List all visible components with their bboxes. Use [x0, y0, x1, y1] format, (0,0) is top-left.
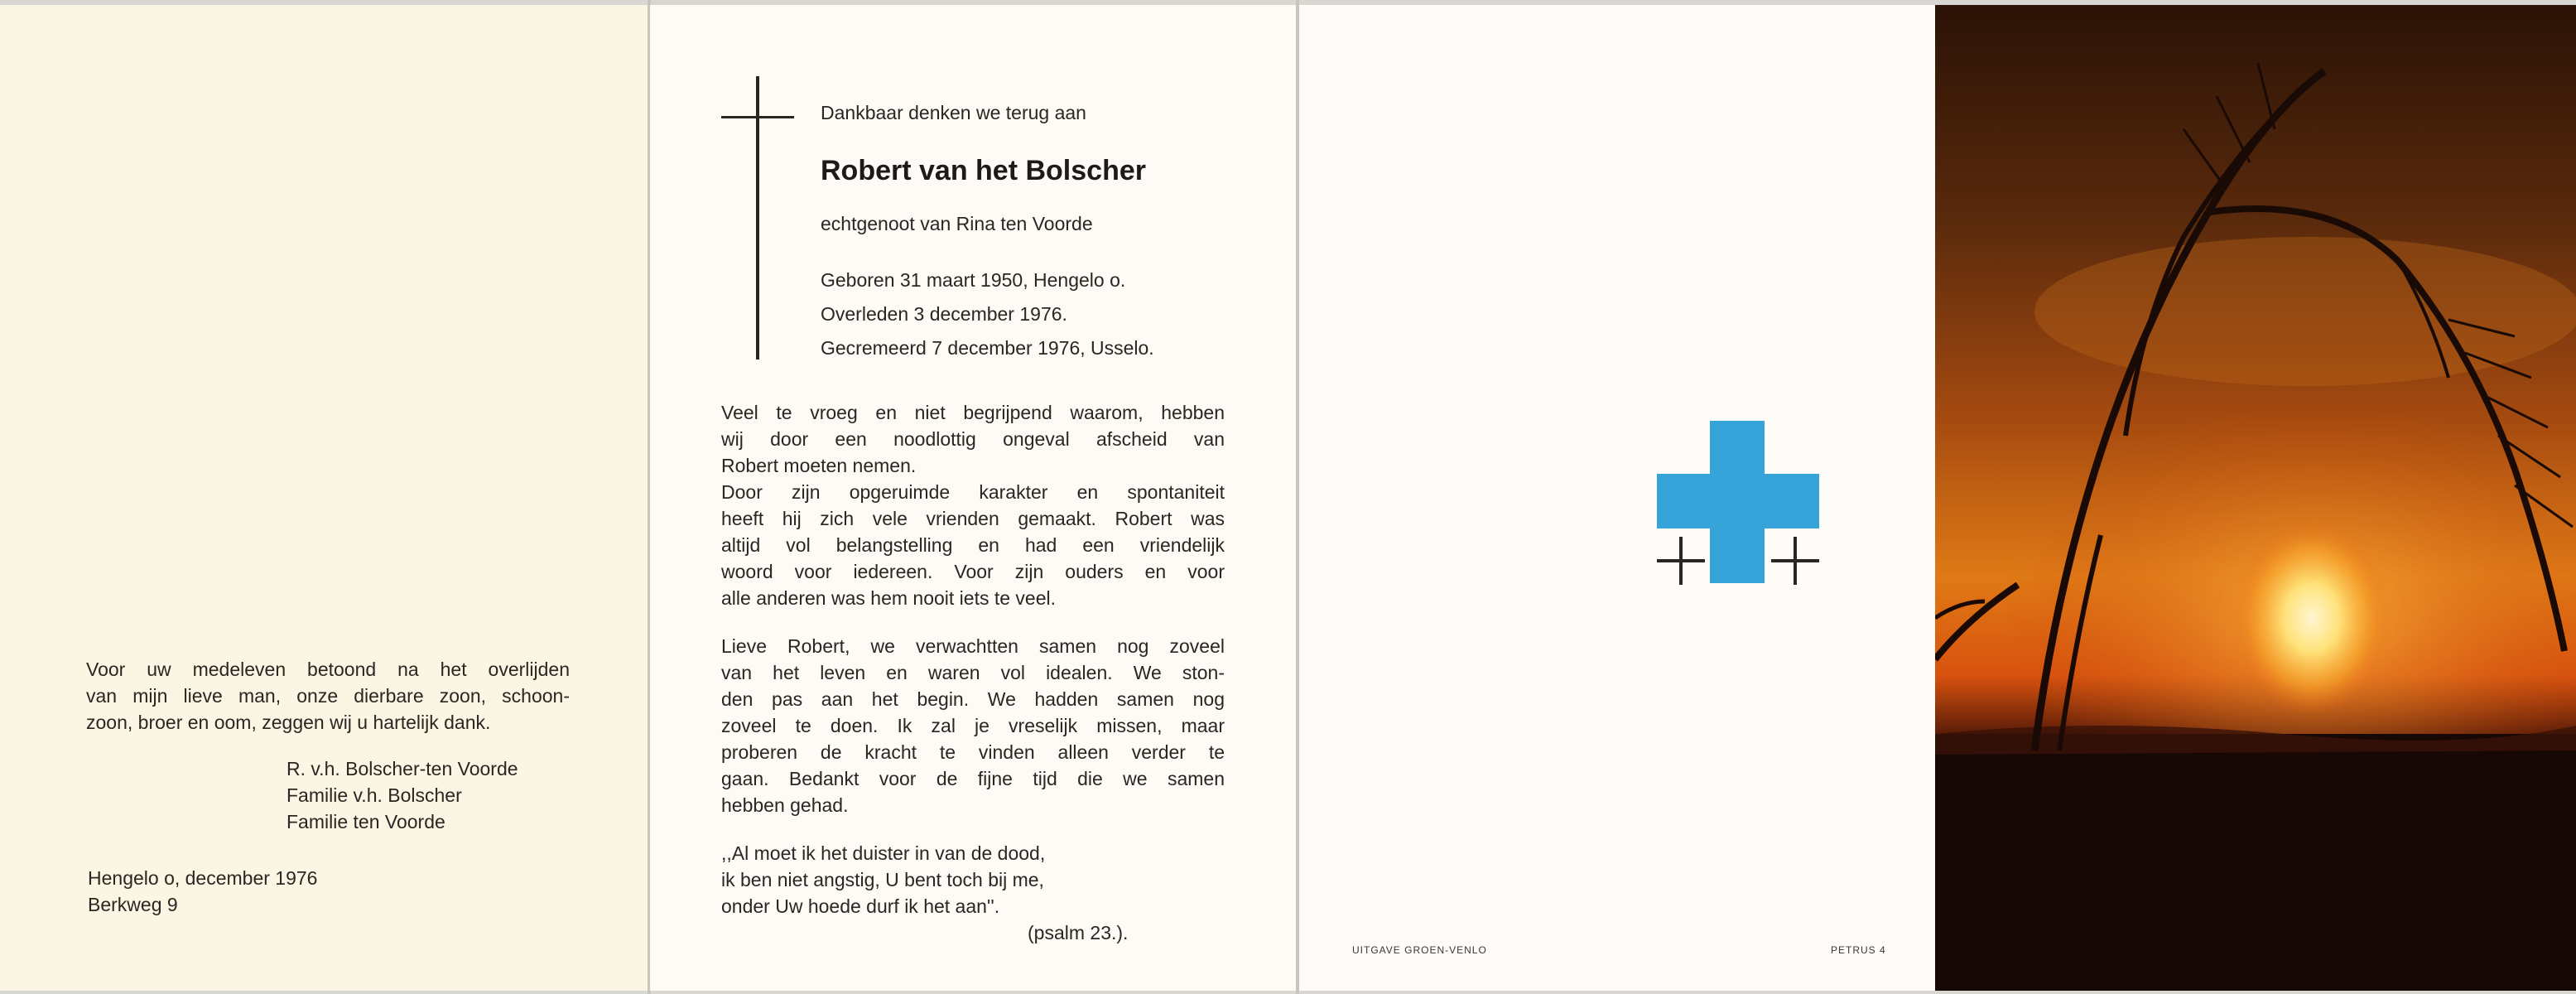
intro-text: Dankbaar denken we terug aan — [821, 102, 1086, 123]
thanks-line: van mijn lieve man, onze dierbare zoon, schoon- — [86, 685, 570, 707]
signer: Familie ten Voorde — [286, 811, 445, 832]
psalm-line: onder Uw hoede durf ik het aan''. — [721, 895, 1000, 917]
psalm-line: ,,Al moet ik het duister in van de dood, — [721, 842, 1046, 864]
small-cross-icon — [1657, 537, 1705, 585]
emblem-panel — [1299, 5, 1935, 991]
tribute-paragraph-2 — [721, 633, 1225, 818]
para-line: van het leven en waren vol idealen. We ston- — [721, 662, 1225, 683]
psalm-quote — [721, 840, 1045, 919]
series-number: PETRUS 4 — [1831, 944, 1886, 956]
psalm-reference: (psalm 23.). — [1028, 922, 1129, 943]
born-line: Geboren 31 maart 1950, Hengelo o. — [821, 269, 1126, 291]
place-date: Hengelo o, december 1976 — [88, 867, 318, 889]
tribute-paragraph-1 — [721, 399, 1225, 611]
street: Berkweg 9 — [88, 894, 178, 915]
para-line: wij door een noodlottig ongeval afscheid van — [721, 428, 1225, 450]
deceased-name: Robert van het Bolscher — [821, 155, 1146, 186]
sunset-photo — [1935, 5, 2576, 991]
thanks-panel — [0, 5, 648, 991]
spouse-line: echtgenoot van Rina ten Voorde — [821, 213, 1093, 234]
small-cross-icon — [1771, 537, 1819, 585]
thanks-line: zoon, broer en oom, zeggen wij u hartelijk dank. — [86, 712, 491, 733]
para-line: Robert moeten nemen. — [721, 455, 917, 476]
cross-icon — [721, 76, 794, 359]
address-block — [88, 865, 317, 918]
psalm-line: ik ben niet angstig, U bent toch bij me, — [721, 869, 1044, 890]
para-line: woord voor iedereen. Voor zijn ouders en voor — [721, 561, 1225, 582]
publisher-imprint: UITGAVE GROEN-VENLO — [1352, 944, 1487, 956]
thanks-message — [86, 656, 570, 736]
sunset-photo-panel — [1935, 5, 2576, 991]
cremated-line: Gecremeerd 7 december 1976, Usselo. — [821, 337, 1154, 359]
signer: R. v.h. Bolscher-ten Voorde — [286, 758, 518, 779]
life-dates — [821, 263, 1154, 365]
para-line: Door zijn opgeruimde karakter en spontaniteit — [721, 481, 1225, 503]
para-line: Lieve Robert, we verwachtten samen nog zoveel — [721, 635, 1225, 657]
died-line: Overleden 3 december 1976. — [821, 303, 1067, 325]
signers-list — [286, 755, 518, 835]
para-line: proberen de kracht te vinden alleen verder te — [721, 741, 1225, 763]
para-line: zoveel te doen. Ik zal je vreselijk missen, maar — [721, 715, 1225, 736]
para-line: heeft hij zich vele vrienden gemaakt. Robert was — [721, 508, 1225, 529]
para-line: altijd vol belangstelling en had een vriendelijk — [721, 534, 1225, 556]
para-line: den pas aan het begin. We hadden samen nog — [721, 688, 1225, 710]
memorial-panel — [650, 5, 1296, 991]
para-line: Veel te vroeg en niet begrijpend waarom, hebben — [721, 402, 1225, 423]
para-line: alle anderen was hem nooit iets te veel. — [721, 587, 1057, 609]
thanks-line: Voor uw medeleven betoond na het overlijden — [86, 659, 570, 680]
signer: Familie v.h. Bolscher — [286, 784, 462, 806]
para-line: gaan. Bedankt voor de fijne tijd die we samen — [721, 768, 1225, 789]
para-line: hebben gehad. — [721, 794, 849, 816]
